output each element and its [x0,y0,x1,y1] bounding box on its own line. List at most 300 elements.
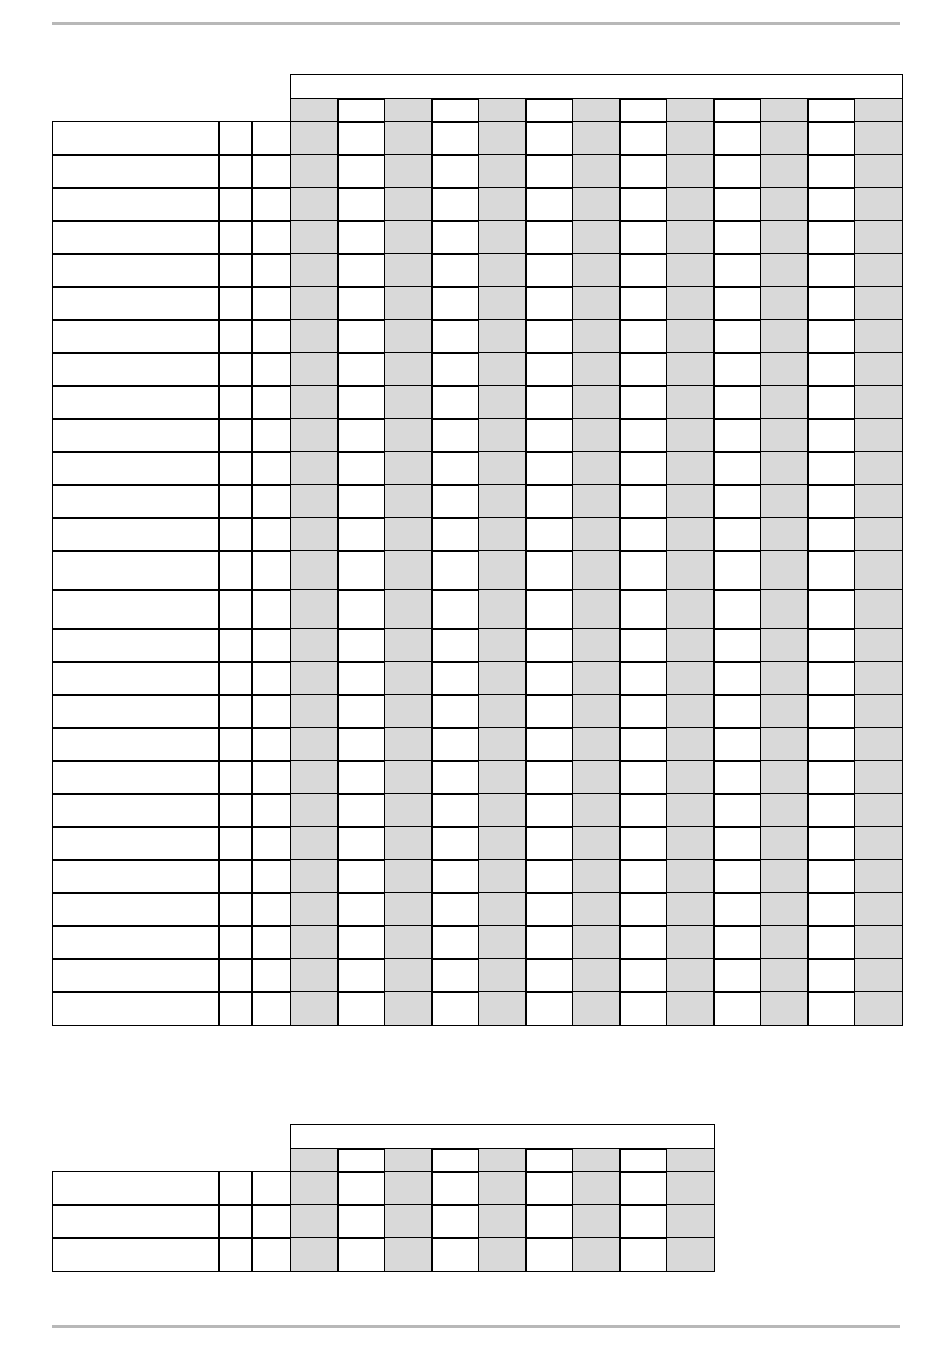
row-label [52,991,220,1026]
row-col-a [218,385,253,420]
day-cell [619,892,668,927]
day-cell [807,826,856,861]
day-cell [431,628,480,663]
day-cell [384,892,433,927]
row-label [52,727,220,762]
row-col-b [251,220,292,255]
row-label [52,286,220,321]
row-col-a [218,661,253,696]
day-cell [807,958,856,993]
day-cell [290,550,339,591]
day-cell [478,319,527,354]
row-label [52,484,220,519]
day-cell [807,121,856,156]
day-cell [290,589,339,630]
row-col-b [251,550,292,591]
day-cell [807,628,856,663]
day-cell [854,385,903,420]
day-cell [478,925,527,960]
day-cell [854,418,903,453]
day-cell [337,892,386,927]
day-cell [290,484,339,519]
day-header [572,98,621,123]
day-cell [666,385,715,420]
day-cell [807,694,856,729]
day-cell [431,154,480,189]
day-cell [666,760,715,795]
day-cell [619,550,668,591]
day-cell [854,550,903,591]
day-cell [713,121,762,156]
day-cell [807,154,856,189]
day-cell [290,253,339,288]
row-col-a [218,991,253,1026]
day-cell [666,253,715,288]
day-header [619,1148,668,1173]
day-cell [854,661,903,696]
day-cell [337,484,386,519]
row-col-a [218,826,253,861]
day-cell [290,694,339,729]
day-cell [525,892,574,927]
day-cell [525,154,574,189]
day-cell [384,286,433,321]
day-cell [337,1237,386,1272]
day-cell [525,418,574,453]
row-label [52,589,220,630]
day-header [666,98,715,123]
day-cell [431,727,480,762]
day-cell [619,1204,668,1239]
day-header [760,98,809,123]
day-header [807,98,856,123]
day-header [525,98,574,123]
row-col-b [251,451,292,486]
day-header [478,1148,527,1173]
day-cell [525,517,574,552]
day-cell [431,121,480,156]
day-cell [525,1204,574,1239]
day-cell [807,892,856,927]
row-col-a [218,727,253,762]
row-label [52,661,220,696]
day-cell [431,892,480,927]
row-label [52,1237,220,1272]
day-cell [760,253,809,288]
day-cell [713,727,762,762]
day-cell [713,826,762,861]
day-cell [478,253,527,288]
day-cell [760,154,809,189]
day-cell [666,892,715,927]
day-cell [478,1171,527,1206]
day-cell [337,1204,386,1239]
day-cell [525,958,574,993]
day-cell [337,991,386,1026]
day-cell [572,589,621,630]
day-cell [854,220,903,255]
day-cell [478,187,527,222]
row-label [52,385,220,420]
day-cell [807,925,856,960]
day-cell [760,661,809,696]
day-cell [431,187,480,222]
day-cell [619,1237,668,1272]
day-cell [713,892,762,927]
day-cell [807,451,856,486]
row-col-b [251,958,292,993]
day-cell [807,661,856,696]
day-cell [431,517,480,552]
day-cell [713,385,762,420]
row-col-a [218,550,253,591]
day-cell [854,451,903,486]
day-header [431,1148,480,1173]
day-cell [431,1204,480,1239]
day-cell [384,925,433,960]
day-cell [572,925,621,960]
day-cell [713,859,762,894]
day-cell [572,991,621,1026]
day-cell [572,121,621,156]
day-cell [337,859,386,894]
day-header [337,1148,386,1173]
day-cell [713,628,762,663]
day-cell [384,517,433,552]
day-cell [854,925,903,960]
header-rule [52,22,900,25]
day-cell [760,385,809,420]
day-cell [807,418,856,453]
day-cell [384,859,433,894]
day-cell [666,550,715,591]
day-cell [760,121,809,156]
day-cell [807,286,856,321]
day-cell [290,352,339,387]
row-col-b [251,694,292,729]
day-cell [290,154,339,189]
day-cell [290,925,339,960]
day-cell [290,991,339,1026]
day-cell [431,451,480,486]
day-cell [572,253,621,288]
day-cell [713,517,762,552]
day-cell [572,352,621,387]
day-cell [572,958,621,993]
day-header [619,98,668,123]
day-cell [666,793,715,828]
day-cell [713,187,762,222]
day-cell [478,385,527,420]
row-col-a [218,286,253,321]
day-cell [384,793,433,828]
day-cell [478,793,527,828]
day-cell [337,958,386,993]
day-cell [384,1171,433,1206]
row-label [52,628,220,663]
day-cell [572,727,621,762]
row-col-b [251,1237,292,1272]
day-cell [807,220,856,255]
day-cell [525,187,574,222]
day-cell [290,760,339,795]
day-header [431,98,480,123]
row-col-b [251,385,292,420]
day-cell [431,484,480,519]
day-cell [337,319,386,354]
day-cell [713,925,762,960]
row-col-a [218,589,253,630]
day-cell [290,517,339,552]
day-cell [478,892,527,927]
day-cell [807,187,856,222]
day-cell [572,760,621,795]
day-cell [572,661,621,696]
day-cell [337,517,386,552]
day-cell [713,220,762,255]
day-cell [666,451,715,486]
day-cell [384,385,433,420]
row-col-b [251,121,292,156]
day-cell [713,253,762,288]
row-col-a [218,628,253,663]
day-cell [525,826,574,861]
day-cell [666,694,715,729]
day-cell [666,154,715,189]
day-cell [337,253,386,288]
row-col-b [251,727,292,762]
day-cell [760,352,809,387]
day-cell [478,550,527,591]
row-label [52,760,220,795]
day-cell [760,220,809,255]
day-cell [666,589,715,630]
day-cell [431,1171,480,1206]
day-cell [760,589,809,630]
day-cell [478,517,527,552]
day-cell [525,484,574,519]
day-cell [525,661,574,696]
row-label [52,958,220,993]
day-cell [525,385,574,420]
day-cell [572,694,621,729]
day-cell [431,826,480,861]
day-cell [572,451,621,486]
row-col-a [218,121,253,156]
day-cell [854,958,903,993]
day-cell [337,352,386,387]
day-cell [384,154,433,189]
day-cell [525,925,574,960]
day-cell [478,484,527,519]
day-cell [431,958,480,993]
day-cell [525,694,574,729]
day-cell [619,925,668,960]
row-label [52,550,220,591]
day-cell [572,628,621,663]
day-cell [337,826,386,861]
day-cell [854,628,903,663]
day-cell [666,319,715,354]
day-header [478,98,527,123]
day-cell [760,958,809,993]
day-cell [290,826,339,861]
day-cell [854,253,903,288]
day-cell [572,826,621,861]
row-col-a [218,958,253,993]
group-header [290,74,903,100]
row-col-a [218,793,253,828]
row-col-a [218,319,253,354]
day-cell [384,1204,433,1239]
day-cell [666,628,715,663]
day-cell [478,661,527,696]
day-cell [384,628,433,663]
day-cell [619,760,668,795]
row-col-b [251,589,292,630]
day-cell [478,418,527,453]
day-cell [713,991,762,1026]
row-label [52,892,220,927]
day-cell [431,1237,480,1272]
day-header [713,98,762,123]
day-cell [713,550,762,591]
day-cell [854,154,903,189]
row-label [52,187,220,222]
day-cell [760,319,809,354]
row-label [52,451,220,486]
day-cell [854,793,903,828]
day-cell [384,727,433,762]
day-cell [760,418,809,453]
day-cell [525,760,574,795]
row-label [52,694,220,729]
day-cell [431,925,480,960]
day-cell [666,418,715,453]
day-cell [337,220,386,255]
day-cell [713,793,762,828]
day-cell [337,925,386,960]
day-cell [807,517,856,552]
day-cell [854,121,903,156]
day-cell [619,1171,668,1206]
day-cell [431,550,480,591]
row-col-a [218,154,253,189]
day-cell [290,121,339,156]
day-cell [572,418,621,453]
row-col-a [218,253,253,288]
day-cell [854,187,903,222]
day-cell [572,1171,621,1206]
day-cell [619,121,668,156]
day-cell [384,319,433,354]
day-cell [854,727,903,762]
day-cell [619,286,668,321]
day-cell [478,1237,527,1272]
day-cell [854,859,903,894]
row-col-a [218,925,253,960]
row-label [52,418,220,453]
day-cell [478,154,527,189]
day-cell [525,253,574,288]
day-cell [619,589,668,630]
day-cell [854,826,903,861]
day-cell [619,187,668,222]
day-cell [666,484,715,519]
day-cell [619,253,668,288]
day-cell [290,451,339,486]
day-cell [854,760,903,795]
day-cell [713,286,762,321]
day-cell [384,253,433,288]
row-col-a [218,451,253,486]
row-col-b [251,859,292,894]
day-cell [431,793,480,828]
day-cell [290,859,339,894]
day-header [337,98,386,123]
day-cell [760,484,809,519]
day-cell [290,286,339,321]
day-cell [807,385,856,420]
row-col-b [251,286,292,321]
day-cell [384,661,433,696]
day-cell [384,451,433,486]
day-header [525,1148,574,1173]
day-cell [572,892,621,927]
row-col-b [251,661,292,696]
day-cell [384,418,433,453]
day-cell [666,220,715,255]
day-cell [666,859,715,894]
day-cell [478,352,527,387]
day-cell [431,418,480,453]
row-col-b [251,187,292,222]
day-cell [854,484,903,519]
day-cell [807,352,856,387]
day-cell [619,694,668,729]
day-header [854,98,903,123]
day-cell [525,451,574,486]
day-cell [525,1237,574,1272]
day-cell [290,661,339,696]
day-cell [619,220,668,255]
day-cell [478,589,527,630]
day-cell [854,991,903,1026]
day-cell [384,484,433,519]
day-cell [619,793,668,828]
day-cell [760,925,809,960]
day-cell [713,694,762,729]
day-cell [807,550,856,591]
row-col-b [251,352,292,387]
day-cell [619,628,668,663]
group-header [290,1124,715,1150]
day-cell [619,661,668,696]
day-cell [619,352,668,387]
day-cell [431,385,480,420]
day-cell [713,958,762,993]
day-cell [290,1204,339,1239]
day-cell [572,319,621,354]
day-cell [478,220,527,255]
day-cell [760,892,809,927]
day-cell [572,1204,621,1239]
day-cell [666,925,715,960]
day-cell [525,589,574,630]
day-cell [337,628,386,663]
day-cell [384,187,433,222]
day-cell [713,451,762,486]
